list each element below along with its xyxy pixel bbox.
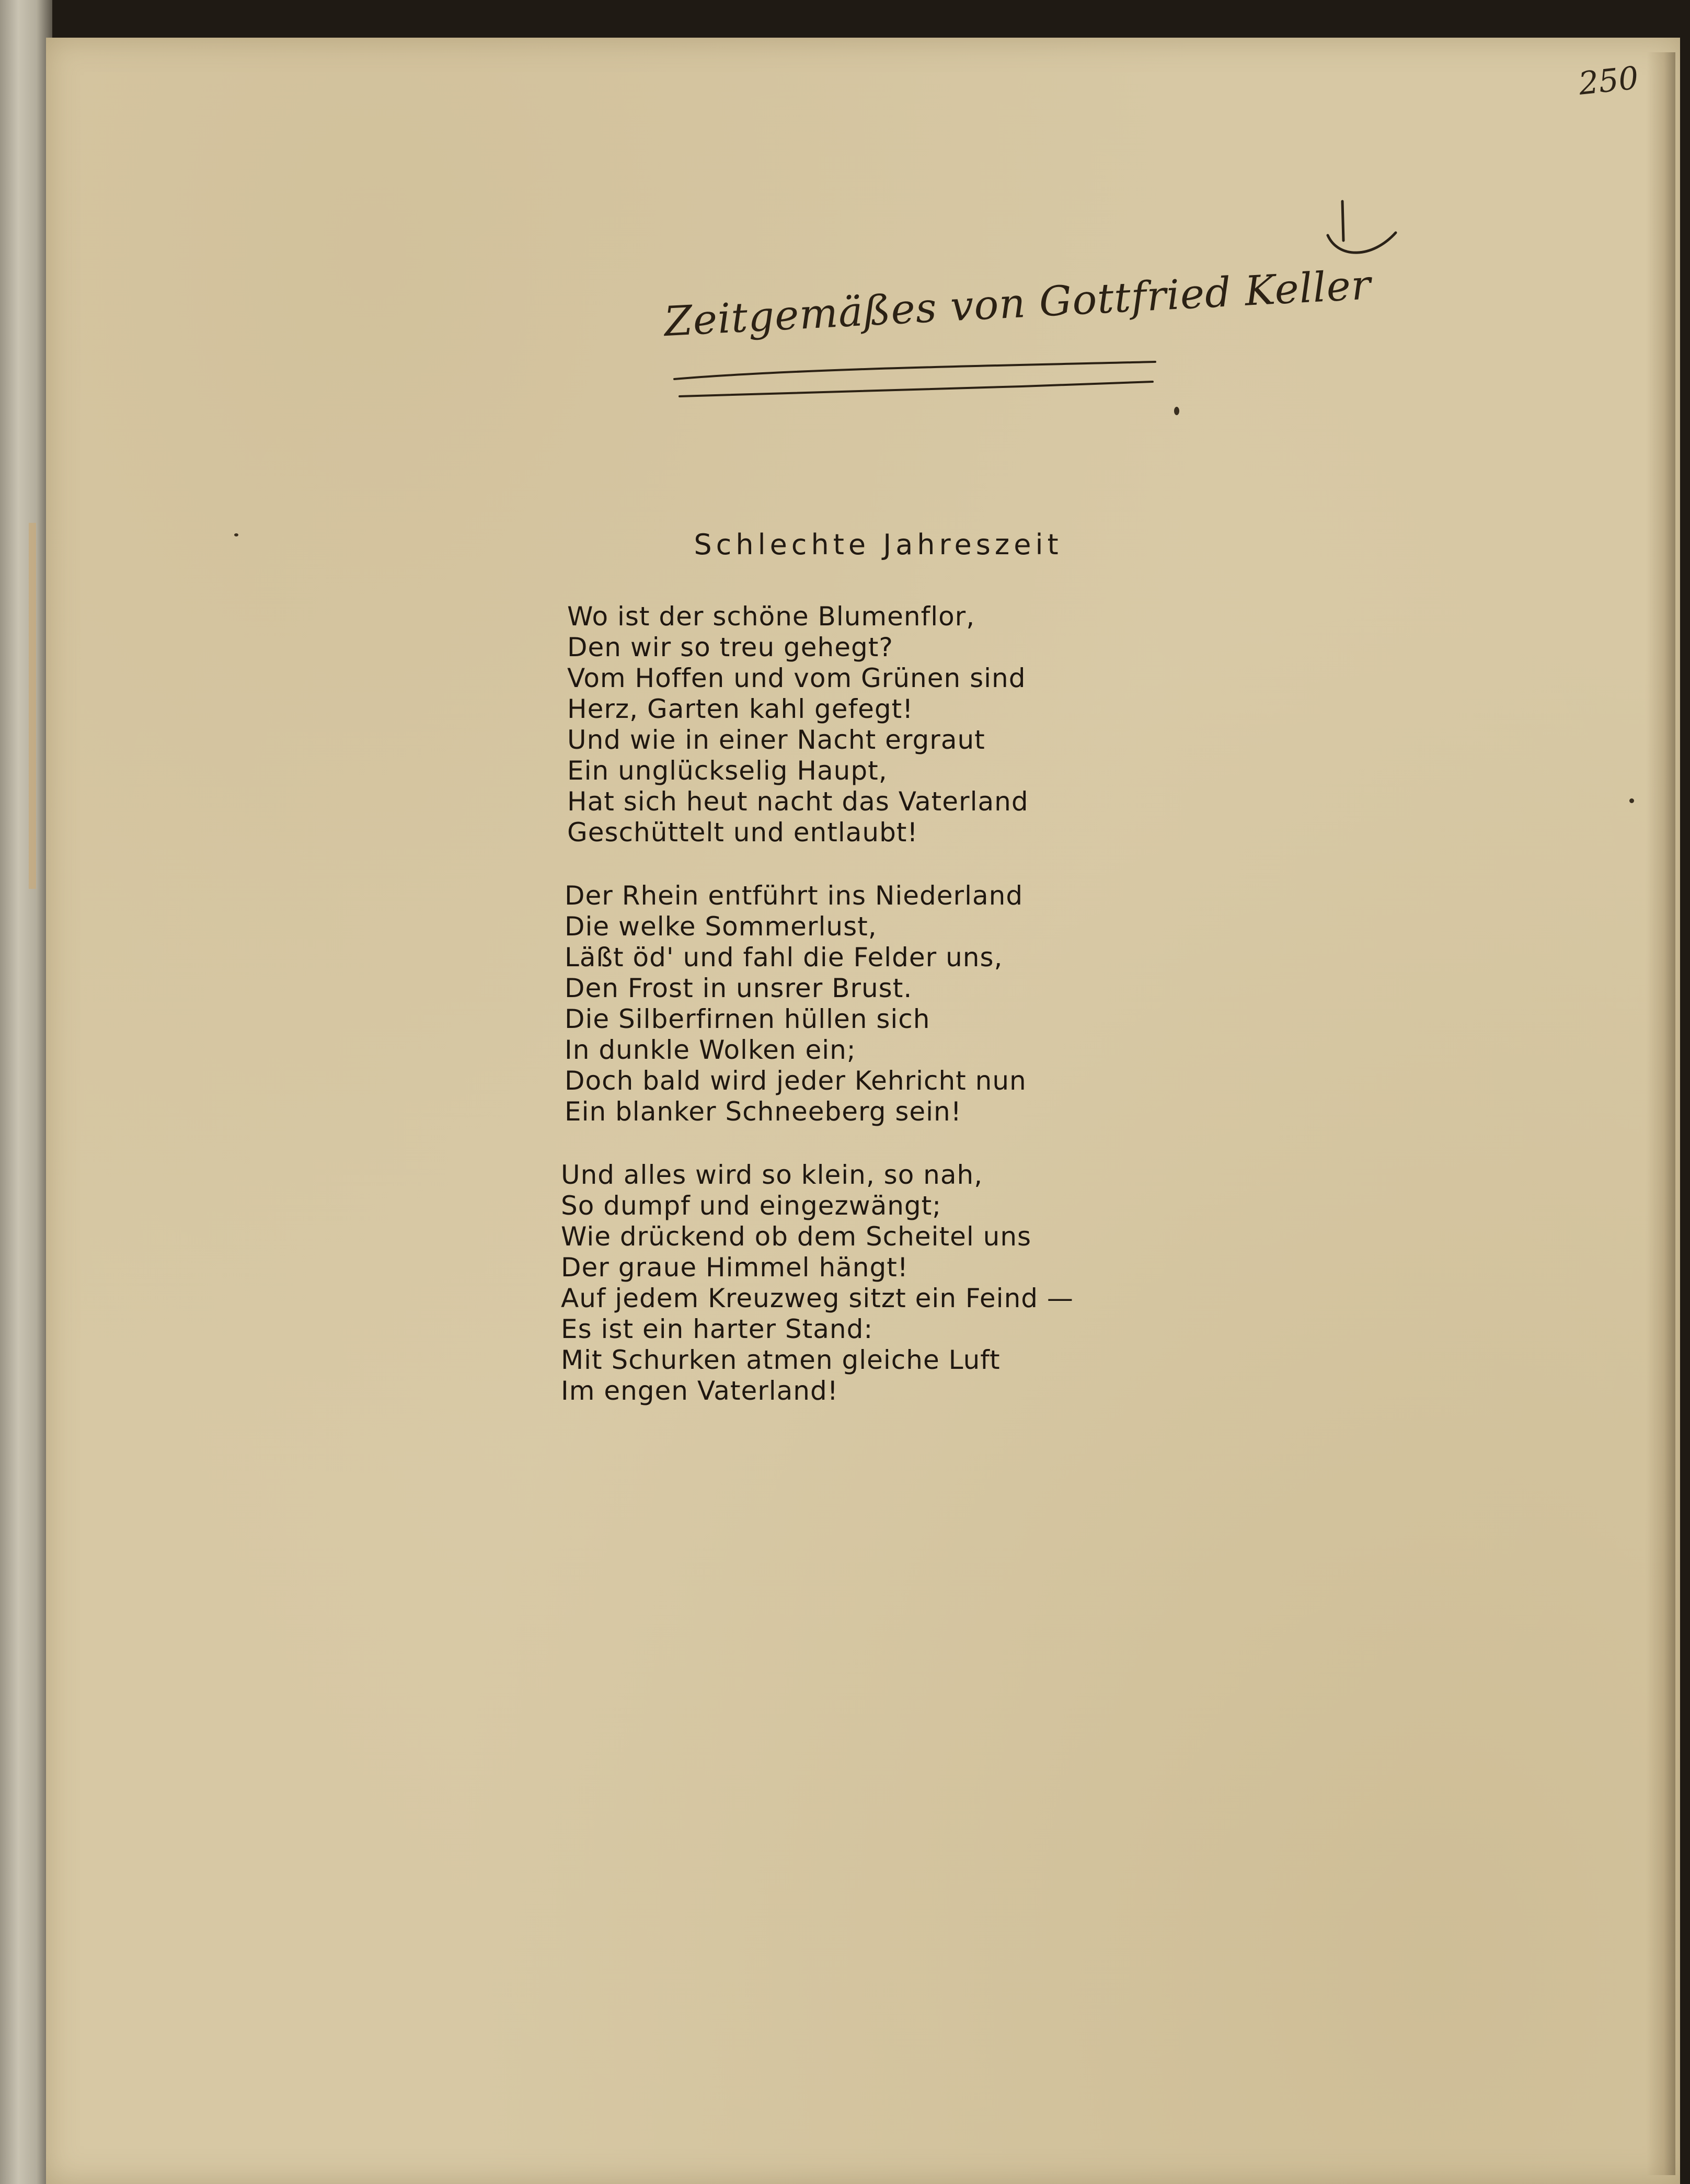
poem-line: Ein unglückselig Haupt, <box>567 756 888 786</box>
handwritten-double-underline <box>669 356 1166 413</box>
poem-line: In dunkle Wolken ein; <box>565 1035 856 1065</box>
page-number: 250 <box>1577 60 1640 102</box>
poem-stanza-2 <box>567 881 1142 1127</box>
ink-speck <box>234 533 238 536</box>
poem-line: So dumpf und eingezwängt; <box>561 1191 942 1221</box>
poem-stanza-3 <box>561 1160 1142 1407</box>
poem-body <box>561 601 1142 1439</box>
poem-line: Die Silberfirnen hüllen sich <box>565 1004 930 1034</box>
poem-line: Wo ist der schöne Blumenflor, <box>567 601 975 632</box>
poem-line: Und wie in einer Nacht ergraut <box>567 725 985 755</box>
page-right-edge <box>1647 52 1675 2175</box>
book-binding-edge <box>0 0 52 2184</box>
poem-line: Den Frost in unsrer Brust. <box>565 973 913 1003</box>
poem-line: Im engen Vaterland! <box>561 1376 838 1406</box>
poem-stanza-1 <box>567 601 1142 848</box>
ink-speck <box>1174 407 1179 415</box>
poem-line: Und alles wird so klein, so nah, <box>561 1160 983 1190</box>
poem-line: Die welke Sommerlust, <box>565 911 877 942</box>
poem-line: Läßt öd' und fahl die Felder uns, <box>565 942 1003 973</box>
poem-line: Der Rhein entführt ins Niederland <box>565 881 1024 911</box>
poem-line: Hat sich heut nacht das Vaterland <box>567 786 1029 817</box>
poem-line: Der graue Himmel hängt! <box>561 1252 909 1283</box>
poem-line: Es ist ein harter Stand: <box>561 1314 873 1344</box>
poem-line: Den wir so treu gehegt? <box>567 632 893 662</box>
poem-line: Wie drückend ob dem Scheitel uns <box>561 1221 1032 1252</box>
poem-line: Auf jedem Kreuzweg sitzt ein Feind — <box>561 1283 1074 1313</box>
poem-line: Ein blanker Schneeberg sein! <box>565 1096 962 1127</box>
handwritten-heading: Zeitgemäßes von Gottfried Keller <box>663 261 1373 346</box>
poem-title: Schlechte Jahreszeit <box>694 528 1063 561</box>
poem-line: Herz, Garten kahl gefegt! <box>567 694 914 724</box>
poem-line: Mit Schurken atmen gleiche Luft <box>561 1345 1001 1375</box>
poem-line: Doch bald wird jeder Kehricht nun <box>565 1066 1027 1096</box>
pencil-check-mark <box>1323 191 1401 269</box>
poem-line: Geschüttelt und entlaubt! <box>567 817 918 848</box>
poem-line: Vom Hoffen und vom Grünen sind <box>567 663 1026 693</box>
ink-speck <box>1629 798 1634 803</box>
